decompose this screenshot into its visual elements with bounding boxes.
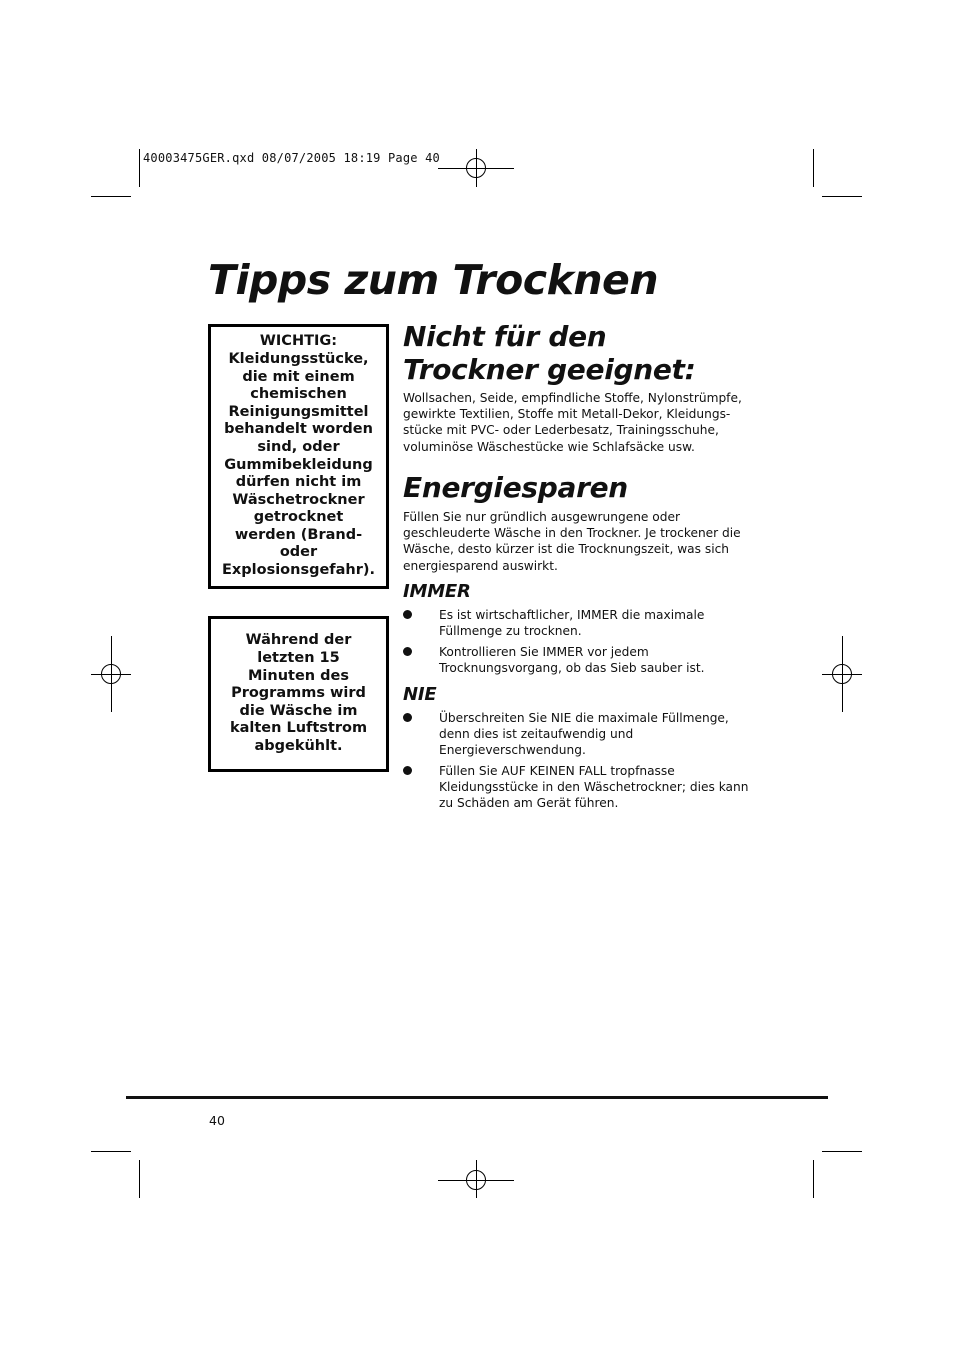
list-item	[403, 710, 748, 760]
list-item-text: Füllen Sie AUF KEINEN FALL tropfnasse Kleidungsstücke in den Wäschetrockner; dies kann zu Schäden am Gerät führen.	[439, 764, 749, 811]
crop-mark	[813, 1160, 814, 1198]
crop-mark	[91, 1151, 131, 1152]
crop-mark	[139, 149, 140, 187]
crop-mark	[813, 149, 814, 187]
bullet-icon	[403, 610, 412, 619]
footer-rule	[126, 1096, 828, 1099]
crop-mark	[822, 196, 862, 197]
print-slug: 40003475GER.qxd 08/07/2005 18:19 Page 40	[143, 151, 440, 165]
section-heading-unsuitable: Nicht für den Trockner geeignet:	[403, 320, 696, 386]
list-item-text: Kontrollieren Sie IMMER vor jedem Trocknungsvorgang, ob das Sieb sauber ist.	[439, 645, 705, 676]
list-item	[403, 644, 748, 678]
crop-mark	[822, 1151, 862, 1152]
bullet-icon	[403, 713, 412, 722]
warning-text: WICHTIG: Kleidungsstücke, die mit einem chemischen Reinigungsmittel behandelt worden sind, oder Gummibekleidung dürfen nicht im Wäschetrockner getrocknet werden (Brand- oder Explosionsgefahr).	[222, 333, 376, 579]
section-body-energy: Füllen Sie nur gründlich ausgewrungene oder geschleuderte Wäsche in den Trockner. Je trockener die Wäsche, desto kürzer ist die Trocknungszeit, was sich energiesparend auswirkt.	[403, 510, 741, 573]
page-title: Tipps zum Trocknen	[208, 256, 659, 304]
info-text: Während der letzten 15 Minuten des Programms wird die Wäsche im kalten Luftstrom abgekühlt.	[229, 632, 368, 754]
list-item-text: Es ist wirtschaftlicher, IMMER die maximale Füllmenge zu trocknen.	[439, 608, 705, 639]
subheading-immer: IMMER	[403, 581, 471, 602]
warning-box	[208, 324, 389, 589]
section-body-unsuitable: Wollsachen, Seide, empfindliche Stoffe, Nylonstrümpfe, gewirkte Textilien, Stoffe mit Metall-Dekor, Kleidungs-stücke mit PVC- oder Lederbesatz, Trainingsschuhe, voluminöse Wäschestücke wie Schlafsäcke usw.	[403, 391, 742, 454]
crop-mark	[139, 1160, 140, 1198]
bullet-icon	[403, 766, 412, 775]
info-box	[208, 616, 389, 772]
list-item-text: Überschreiten Sie NIE die maximale Füllmenge, denn dies ist zeitaufwendig und Energieverschwendung.	[439, 711, 729, 758]
list-item	[403, 763, 748, 813]
page-number: 40	[209, 1113, 225, 1128]
crop-mark	[91, 196, 131, 197]
list-item	[403, 607, 748, 641]
bullet-icon	[403, 647, 412, 656]
subheading-nie: NIE	[403, 684, 437, 705]
section-heading-energy: Energiesparen	[403, 471, 628, 504]
